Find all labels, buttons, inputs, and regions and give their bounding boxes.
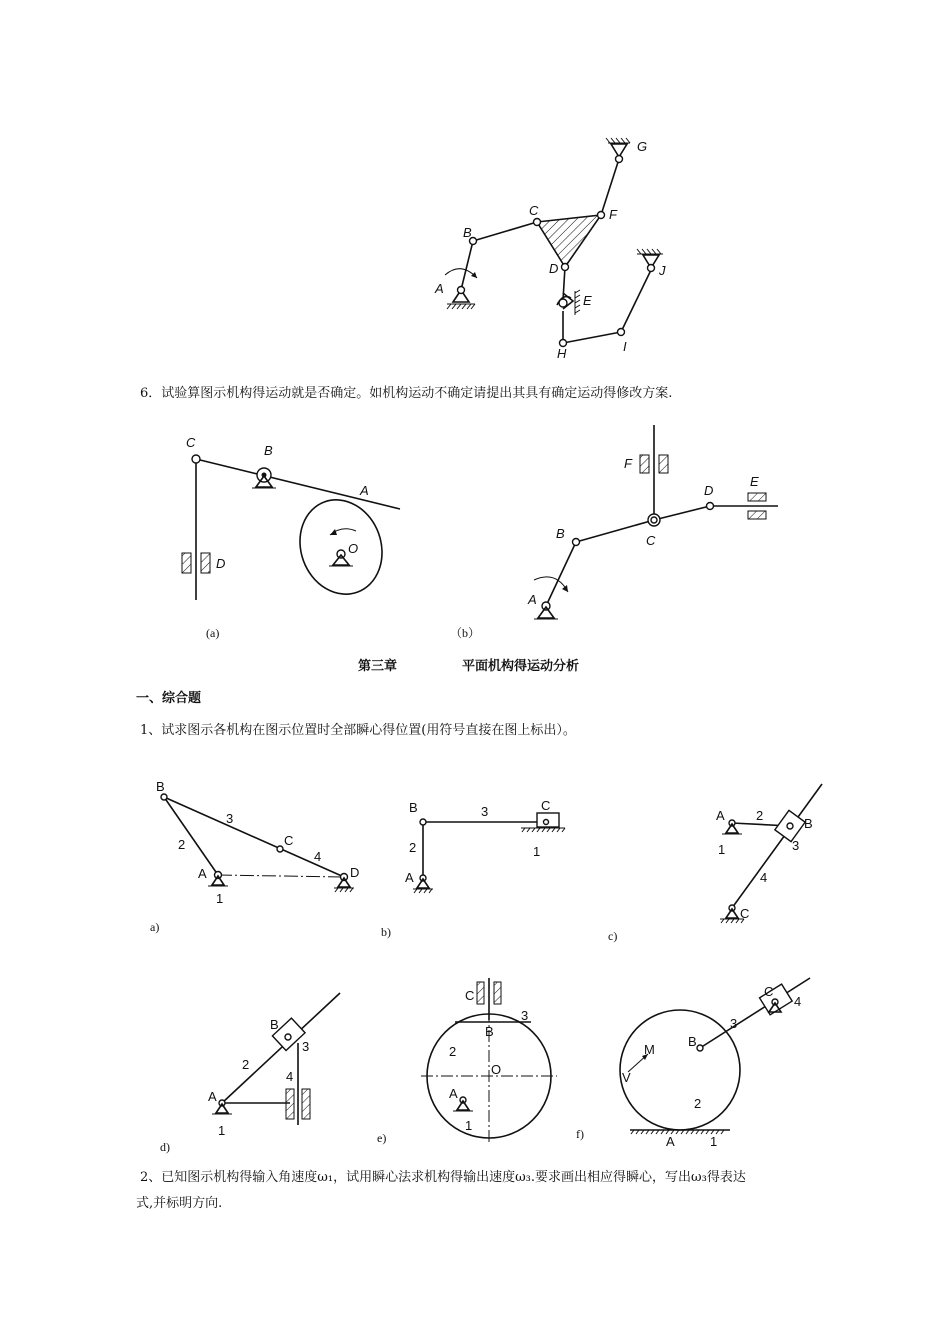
label-E: E [750,474,759,489]
label-A: A [666,1134,675,1149]
label-4: 4 [760,870,768,885]
label-3: 3 [521,1008,529,1023]
question-1-figure-d [140,985,370,1155]
label-4: 4 [314,849,322,864]
label-D: D [704,483,714,498]
label-O: O [491,1062,502,1077]
label-C: C [646,533,656,548]
label-A: A [716,808,725,823]
caption-b: b) [381,925,391,939]
label-V: V [622,1070,631,1085]
label-B: B [270,1017,279,1032]
label-D: D [350,865,360,880]
question-6-text: 6．试验算图示机构得运动就是否确定。如机构运动不确定请提出其具有确定运动得修改方案. [140,386,673,401]
label-3: 3 [792,838,800,853]
label-A: A [405,870,414,885]
label-C: C [284,833,294,848]
label-2: 2 [178,837,186,852]
label-C: C [541,798,551,813]
label-2: 2 [242,1057,250,1072]
chapter-title: 平面机构得运动分析 [462,659,580,674]
question-1-figure-c [600,778,840,948]
label-M: M [644,1042,655,1057]
question-1-text: 1、试求图示各机构在图示位置时全部瞬心得位置(用符号直接在图上标出）。 [140,723,576,738]
label-B: B [688,1034,697,1049]
label-B: B [409,800,418,815]
chapter-number: 第三章 [358,659,398,674]
label-3: 3 [302,1039,310,1054]
label-2: 2 [409,840,417,855]
label-B: B [156,779,165,794]
caption-b: （b） [450,626,481,640]
top-mechanism-figure [425,133,690,368]
label-A: A [360,483,369,498]
label-1: 1 [718,842,726,857]
label-A: A [528,592,537,607]
label-G: G [637,139,648,154]
label-1: 1 [710,1134,718,1149]
label-2: 2 [449,1044,457,1059]
label-D: D [216,556,226,571]
label-B: B [556,526,565,541]
question-2-line-2: 式,并标明方向. [136,1196,223,1211]
label-C: C [465,988,475,1003]
question-1-figure-e [365,970,565,1150]
label-D: D [549,261,559,276]
question-2-line-1: 2、已知图示机构得输入角速度ω₁，试用瞬心法求机构得输出速度ω₃.要求画出相应得瞬心，写出ω₃得表达 [140,1170,746,1185]
label-1: 1 [465,1118,473,1133]
label-F: F [624,456,632,471]
question-6-figure-a [160,425,410,645]
label-4: 4 [286,1069,294,1084]
caption-a: (a) [206,626,220,640]
label-C: C [186,435,196,450]
label-I: I [623,339,627,354]
label-A: A [198,866,207,881]
caption-f: f) [576,1127,584,1141]
label-4: 4 [794,994,802,1009]
caption-a: a) [150,920,160,934]
label-J: J [659,263,666,278]
label-1: 1 [533,844,541,859]
label-B: B [264,443,273,458]
label-O: O [348,541,359,556]
label-3: 3 [730,1016,738,1031]
label-B: B [463,225,472,240]
label-B: B [485,1024,494,1039]
label-1: 1 [216,891,224,906]
question-6-figure-b [440,420,785,645]
question-1-figure-b [375,790,575,940]
label-1: 1 [218,1123,226,1138]
label-2: 2 [756,808,764,823]
label-3: 3 [226,811,234,826]
label-A: A [208,1089,217,1104]
label-C: C [740,906,750,921]
label-3: 3 [481,804,489,819]
caption-c: c) [608,929,618,943]
question-1-figure-a [140,775,370,940]
question-1-figure-f [570,970,845,1160]
caption-d: d) [160,1140,170,1154]
label-C: C [529,203,539,218]
caption-e: e) [377,1131,387,1145]
label-E: E [583,293,592,308]
label-A: A [435,281,444,296]
section-heading: 一、综合题 [136,691,202,706]
label-H: H [557,346,567,361]
label-B: B [804,816,813,831]
label-C: C [764,984,774,999]
label-A: A [449,1086,458,1101]
label-2: 2 [694,1096,702,1111]
label-F: F [609,207,617,222]
